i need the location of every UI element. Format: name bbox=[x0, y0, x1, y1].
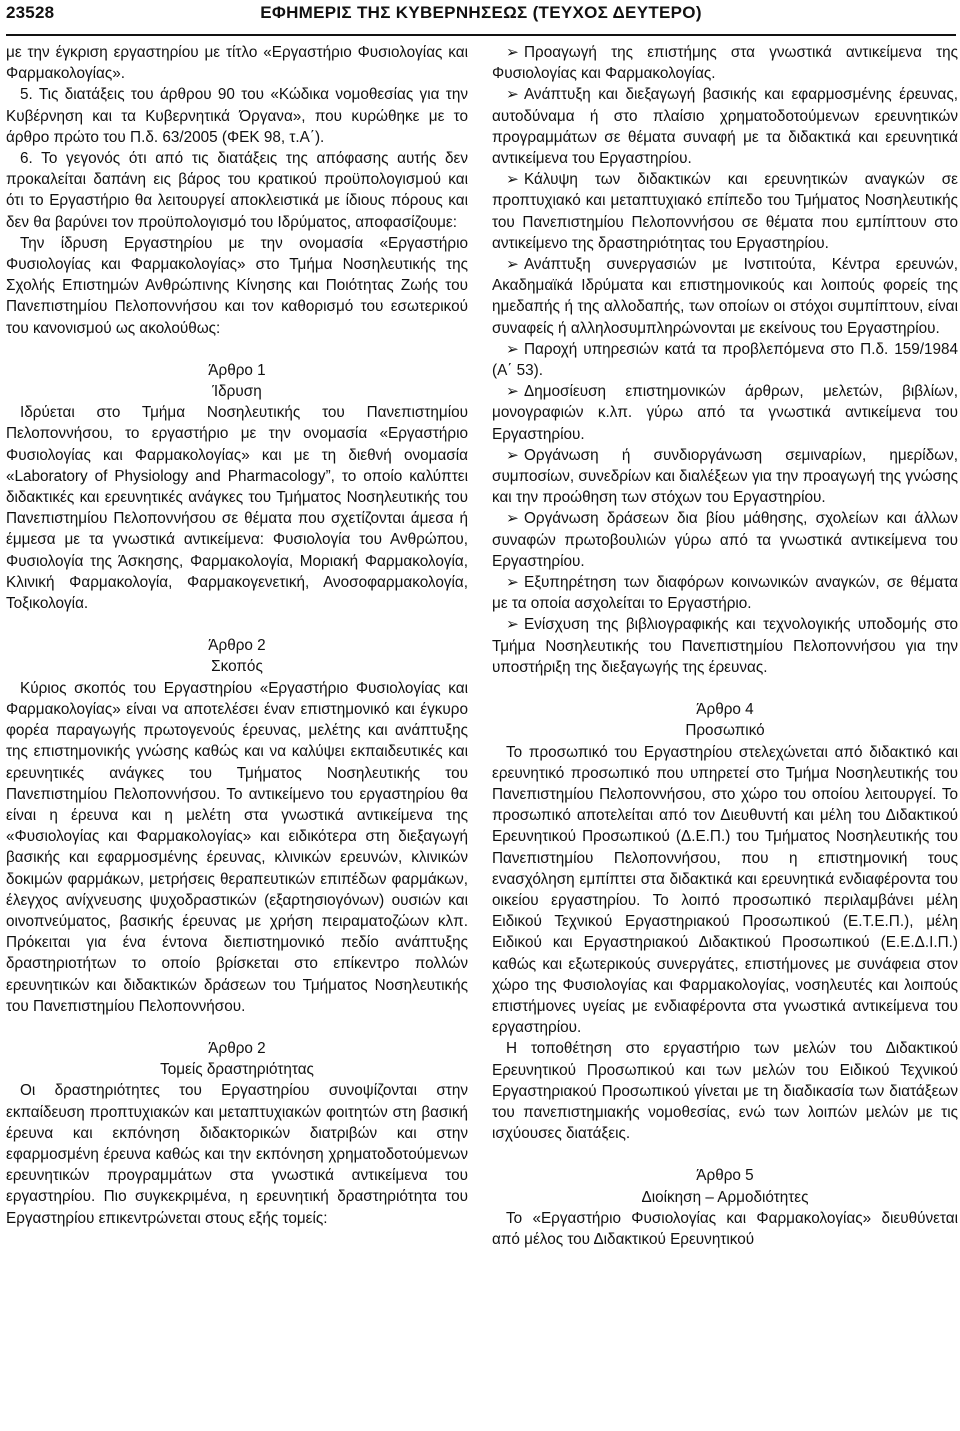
article-2-number: Άρθρο 2 bbox=[208, 637, 266, 655]
article-4-placement-text: Η τοποθέτηση στο εργαστήριο των μελών του Διδακτικού Ερευνητικού Προσωπικού και των μελών του Ειδικού Τεχνικού Εργαστηριακού Προσωπικού γίνεται με τη διαδικασία των διατάξεων του πανεπιστημιακής νομοθεσίας, ενώ των λοιπών μελών με τις ισχύουσες διατάξεις. bbox=[492, 1040, 958, 1143]
article-3-number: Άρθρο 2 bbox=[208, 1039, 266, 1057]
article-1-number: Άρθρο 1 bbox=[208, 361, 266, 379]
list-item bbox=[492, 445, 958, 509]
list-item bbox=[492, 42, 958, 84]
list-item bbox=[492, 508, 958, 572]
article-5-text: Το «Εργαστήριο Φυσιολογίας και Φαρμακολογίας» διευθύνεται από μέλος του Διδακτικού Ερευνητικού bbox=[492, 1209, 958, 1248]
paragraph-approval: με την έγκριση εργαστηρίου με τίτλο «Εργαστήριο Φυσιολογίας και Φαρμακολογίας». bbox=[6, 44, 468, 83]
article-4-number: Άρθρο 4 bbox=[696, 701, 754, 719]
arrow-bullet-icon: ➢ bbox=[506, 86, 519, 104]
arrow-bullet-icon: ➢ bbox=[506, 340, 519, 358]
article-5-number: Άρθρο 5 bbox=[696, 1167, 754, 1185]
paragraph-point-6: 6. Το γεγονός ότι από τις διατάξεις της απόφασης αυτής δεν προκαλείται δαπάνη εις βάρος του κρατικού προϋπολογισμού και ότι το Εργαστήριο θα λειτουργεί αποκλειστικά με ίδιους πόρους και δεν θα βαρύνει τον προϋπολογισμό του Ιδρύματος, αποφασίζουμε: bbox=[6, 150, 468, 231]
list-item-text: Οργάνωση δράσεων δια βίου μάθησης, σχολείων και άλλων συναφών πρωτοβουλιών γύρω από τα γνωστικά αντικείμενα του Εργαστηρίου. bbox=[492, 510, 958, 570]
activity-list bbox=[492, 42, 958, 678]
article-3-text: Οι δραστηριότητες του Εργαστηρίου συνοψίζονται στην εκπαίδευση προπτυχιακών και μεταπτυχιακών φοιτητών στη βασική έρευνα και εκπόνηση διδακτορικών διατριβών και στην εφαρμοσμένη έρευνα καθώς και την εκπόνηση χρηματοδοτούμενων ερευνητικών προγραμμάτων στα γνωστικά αντικείμενα του εργαστηρίου. Πιο συγκεκριμένα, η ερευνητική δραστηριότητα του Εργαστηρίου επικεντρώνεται στους εξής τομείς: bbox=[6, 1082, 468, 1227]
right-column bbox=[492, 42, 958, 1250]
list-item bbox=[492, 169, 958, 254]
arrow-bullet-icon: ➢ bbox=[506, 44, 519, 61]
paragraph-decision: Την ίδρυση Εργαστηρίου με την ονομασία «Εργαστήριο Φυσιολογίας και Φαρμακολογίας» στο Τμήμα Νοσηλευτικής της Σχολής Επιστημών Ανθρώπινης Κίνησης και Ποιότητας Ζωής του Πανεπιστημίου Πελοποννήσου και τον καθορισμό του εσωτερικού του κανονισμού ως ακολούθως: bbox=[6, 234, 468, 337]
list-item-text: Δημοσίευση επιστημονικών άρθρων, μελετών, βιβλίων, μονογραφιών κ.λπ. γύρω από τα γνωστικά αντικείμενα του Εργαστηρίου. bbox=[492, 383, 958, 443]
arrow-bullet-icon: ➢ bbox=[506, 171, 519, 189]
arrow-bullet-icon: ➢ bbox=[506, 510, 519, 528]
paragraph-point-5: 5. Τις διατάξεις του άρθρου 90 του «Κώδικα νομοθεσίας για την Κυβέρνηση και τα Κυβερνητικά Όργανα», που κυρώθηκε με το άρθρο πρώτο του Π.δ. 63/2005 (ΦΕΚ 98, τ.Α΄). bbox=[6, 86, 468, 146]
list-item-text: Παροχή υπηρεσιών κατά τα προβλεπόμενα στο Π.δ. 159/1984 (Α΄ 53). bbox=[492, 340, 958, 380]
article-1-text: Ιδρύεται στο Τμήμα Νοσηλευτικής του Πανεπιστημίου Πελοποννήσου, το εργαστήριο με την ονομασία «Εργαστήριο Φυσιολογίας και Φαρμακολογίας» και με τη διεθνή ονομασία «Laboratory of Physiology and Pharmacology”, το οποίο καλύπτει διδακτικές και ερευνητικές ανάγκες του Τμήματος Νοσηλευτικής του Πανεπιστημίου Πελοποννήσου σε θέματα που σχετίζονται άμεσα ή έμμεσα με τα γνωστικά αντικείμενα: Φυσιολογία του Ανθρώπου, Φυσιολογία της Άσκησης, Φαρμακολογία, Μοριακή Φαρμακολογία, Κλινική Φαρμακολογία, Φαρμακογενετική, Ανοσοφαρμακολογία, Τοξικολογία. bbox=[6, 404, 468, 613]
list-item bbox=[492, 339, 958, 381]
article-4-title: Προσωπικό bbox=[685, 722, 765, 740]
arrow-bullet-icon: ➢ bbox=[506, 383, 519, 401]
article-2-title: Σκοπός bbox=[211, 658, 263, 676]
page-header bbox=[6, 0, 956, 36]
arrow-bullet-icon: ➢ bbox=[506, 256, 519, 274]
left-column bbox=[6, 42, 468, 1229]
page-number: 23528 bbox=[6, 3, 55, 22]
article-1-title: Ίδρυση bbox=[212, 383, 262, 401]
article-3-title: Τομείς δραστηριότητας bbox=[160, 1061, 314, 1079]
list-item bbox=[492, 614, 958, 678]
list-item-text: Ενίσχυση της βιβλιογραφικής και τεχνολογικής υποδομής στο Τμήμα Νοσηλευτικής του Πανεπιστημίου Πελοποννήσου για την υποστήριξη της διεξαγωγής της έρευνας. bbox=[492, 616, 958, 676]
arrow-bullet-icon: ➢ bbox=[506, 616, 519, 634]
article-4-text: Το προσωπικό του Εργαστηρίου στελεχώνεται από διδακτικό και ερευνητικό προσωπικό που υπηρετεί στο Τμήμα Νοσηλευτικής του Πανεπιστημίου Πελοποννήσου, στο χώρο του οποίου λειτουργεί. Το προσωπικό αποτελείται από τον Διευθυντή και μέλη του Διδακτικού Ερευνητικού Προσωπικού (Δ.Ε.Π.) του Τμήματος Νοσηλευτικής του Πανεπιστημίου Πελοποννήσου, που η επιστημονική τους ενασχόληση εμπίπτει στα διδακτικά και ερευνητικά ενδιαφέροντα του οικείου εργαστηρίου. Το λοιπό προσωπικό περιλαμβάνει μέλη Ειδικού Τεχνικού Εργαστηριακού Προσωπικού (Ε.Τ.Ε.Π.), μέλη Ειδικού και Εργαστηριακού Διδακτικού Προσωπικού (Ε.Ε.Δ.Ι.Π.) καθώς και εξωτερικούς συνεργάτες, επιστήμονες με συνάφεια στον χώρο της Φυσιολογίας και Φαρμακολογίας, νοσηλευτές και λοιπούς επιστήμονες υγείας με ενδιαφέροντα στα γνωστικά αντικείμενα του εργαστηρίου. bbox=[492, 743, 958, 1037]
arrow-bullet-icon: ➢ bbox=[506, 574, 519, 592]
article-2-text: Κύριος σκοπός του Εργαστηρίου «Εργαστήριο Φυσιολογίας και Φαρμακολογίας» είναι να αποτελέσει έναν επιστημονικό και έγκυρο φορέα παραγωγής πρωτογενούς έρευνας, μελέτης και ανάπτυξης της επιστημονικής γνώσης καθώς και να καλύψει εκπαιδευτικές και ερευνητικές ανάγκες του Τμήματος Νοσηλευτικής του Πανεπιστημίου Πελοποννήσου. Το αντικείμενο του εργαστηρίου θα είναι η έρευνα και η μελέτη στα γνωστικά αντικείμενα της «Φυσιολογίας και Φαρμακολογίας» και ειδικότερα στη διεξαγωγή βασικής και εφαρμοσμένης έρευνας, κλινικών ερευνών, κλινικών δοκιμών φαρμάκων, μετρήσεις θεραπευτικών επιπέδων φαρμάκων, έλεγχος ανίχνευσης ψυχοδραστικών (εξαρτησιογόνων) ουσιών και οινοπνεύματος, βασικής έρευνας με χρήση πειραματοζώων κλπ. Πρόκειται για ένα έντονα διεπιστημονικό πεδίο ανάπτυξης δραστηριοτήτων το οποίο βρίσκεται στο επίκεντρο πολλών ερευνητικών και διδακτικών δράσεων του Τμήματος Νοσηλευτικής του Πανεπιστημίου Πελοποννήσου. bbox=[6, 679, 468, 1015]
list-item-text: Ανάπτυξη και διεξαγωγή βασικής και εφαρμοσμένης έρευνας, αυτοδύναμα ή στο πλαίσιο χρηματοδοτούμενων ερευνητικών προγραμμάτων σε θέματα συναφή με τα διδακτικά και ερευνητικά αντικείμενα του Εργαστηρίου. bbox=[492, 86, 958, 168]
list-item bbox=[492, 381, 958, 445]
article-5-title: Διοίκηση – Αρμοδιότητες bbox=[641, 1188, 809, 1206]
list-item bbox=[492, 254, 958, 339]
list-item bbox=[492, 572, 958, 614]
list-item bbox=[492, 84, 958, 169]
list-item-text: Εξυπηρέτηση των διαφόρων κοινωνικών αναγκών, σε θέματα με τα οποία ασχολείται το Εργαστήριο. bbox=[492, 574, 958, 613]
list-item-text: Προαγωγή της επιστήμης στα γνωστικά αντικείμενα της Φυσιολογίας και Φαρμακολογίας. bbox=[492, 44, 958, 83]
list-item-text: Ανάπτυξη συνεργασιών με Ινστιτούτα, Κέντρα ερευνών, Ακαδημαϊκά Ιδρύματα και επιστημονικούς και λοιπούς φορείς της ημεδαπής ή της αλλοδαπής, των οποίων οι στόχοι συμπίπτουν, είναι συναφείς ή αλληλοσυμπληρώνονται με εκείνους του Εργαστηρίου. bbox=[492, 256, 958, 337]
gazette-title: ΕΦΗΜΕΡΙΣ ΤΗΣ ΚΥΒΕΡΝΗΣΕΩΣ (ΤΕΥΧΟΣ ΔΕΥΤΕΡΟ) bbox=[260, 3, 702, 22]
list-item-text: Κάλυψη των διδακτικών και ερευνητικών αναγκών σε προπτυχιακό και μεταπτυχιακό επίπεδο του Τμήματος Νοσηλευτικής του Πανεπιστημίου Πελοποννήσου σε θέματα που εμπίπτουν στο αντικείμενο της δραστηριότητας του Εργαστηρίου. bbox=[492, 171, 958, 252]
list-item-text: Οργάνωση ή συνδιοργάνωση σεμιναρίων, ημερίδων, συμποσίων, συνεδρίων και διαλέξεων για την προαγωγή της γνώσης και την προώθηση των στόχων του Εργαστηρίου. bbox=[492, 446, 958, 507]
arrow-bullet-icon: ➢ bbox=[506, 446, 519, 464]
